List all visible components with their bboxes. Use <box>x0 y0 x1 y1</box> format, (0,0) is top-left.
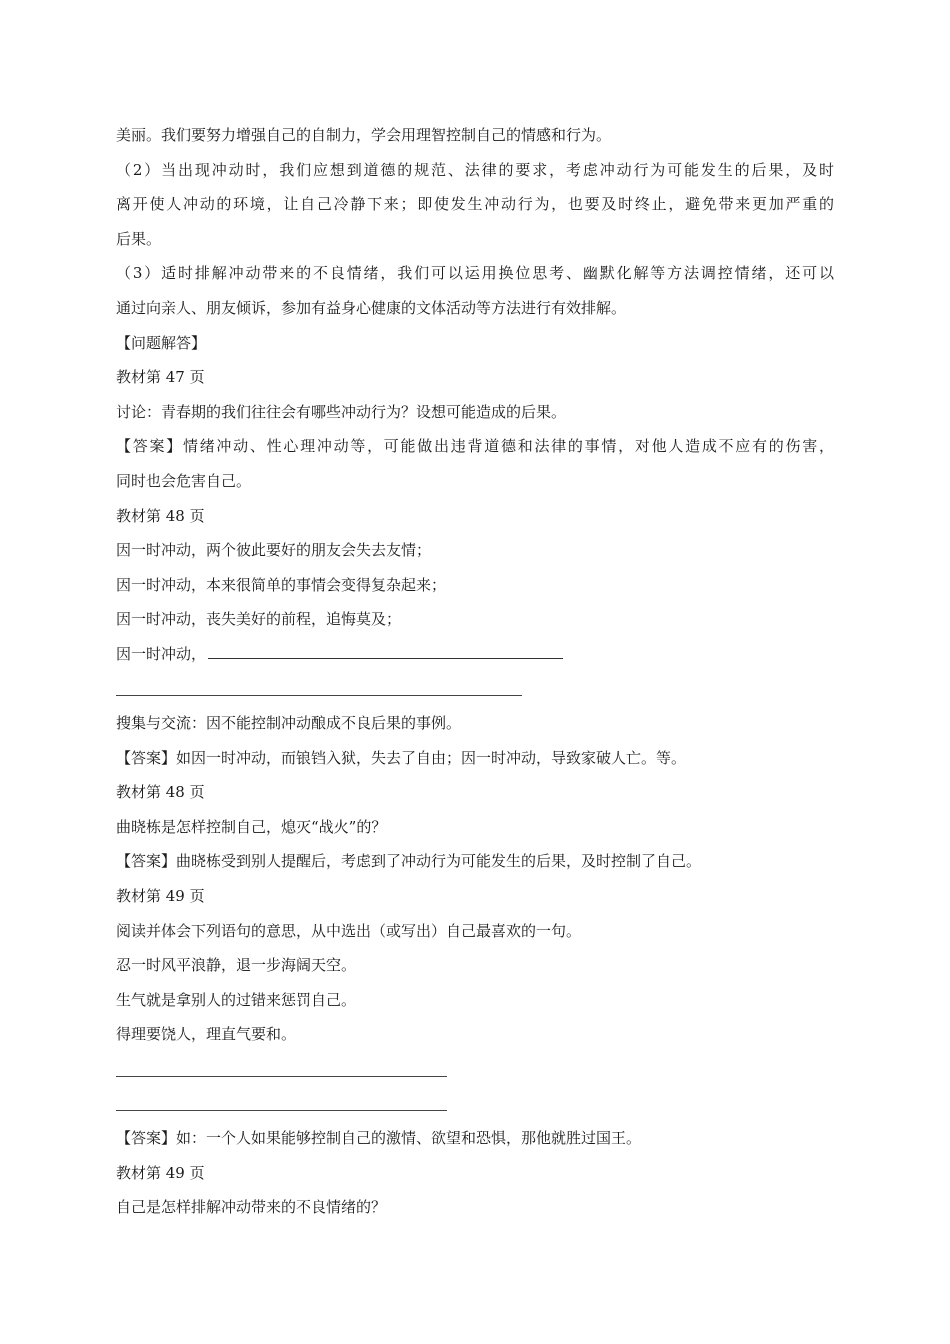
fill-in-line <box>116 637 836 672</box>
quote-line: 得理要饶人，理直气要和。 <box>116 1025 297 1044</box>
paragraph-line: （3）适时排解冲动带来的不良情绪，我们可以运用换位思考、幽默化解等方法调控情绪，还可以 <box>116 264 834 283</box>
list-item: 因一时冲动，两个彼此要好的朋友会失去友情； <box>116 541 432 560</box>
paragraph-line: 后果。 <box>116 229 162 248</box>
paragraph-line: 通过向亲人、朋友倾诉，参加有益身心健康的文体活动等方法进行有效排解。 <box>116 298 627 317</box>
answer-text: 【答案】如因一时冲动，而锒铛入狱，失去了自由；因一时冲动，导致家破人亡。等。 <box>116 748 687 767</box>
answer-blank-line <box>116 672 836 707</box>
answer-text: 【答案】情绪冲动、性心理冲动等，可能做出违背道德和法律的事情，对他人造成不应有的伤害， <box>116 437 834 456</box>
paragraph-line: 美丽。我们要努力增强自己的自制力，学会用理智控制自己的情感和行为。 <box>116 126 612 144</box>
answer-blank-line <box>116 1087 836 1122</box>
fill-in-prompt: 因一时冲动， <box>116 644 207 663</box>
fill-in-blank <box>208 640 563 659</box>
answer-text: 【答案】如：一个人如果能够控制自己的激情、欲望和恐惧，那他就胜过国王。 <box>116 1129 642 1148</box>
quote-line: 生气就是拿别人的过错来惩罚自己。 <box>116 990 357 1009</box>
question-text: 讨论：青春期的我们往往会有哪些冲动行为？设想可能造成的后果。 <box>116 402 567 421</box>
question-text: 阅读并体会下列语句的意思，从中选出（或写出）自己最喜欢的一句。 <box>116 921 582 940</box>
document-body <box>116 118 836 1225</box>
question-text: 曲晓栋是怎样控制自己，熄灭“战火”的？ <box>116 817 387 836</box>
answer-blank-line <box>116 1052 836 1087</box>
textbook-page-ref: 教材第 49 页 <box>116 1163 205 1182</box>
paragraph-line: （2）当出现冲动时，我们应想到道德的规范、法律的要求，考虑冲动行为可能发生的后果，及时 <box>116 160 834 179</box>
quote-line: 忍一时风平浪静，退一步海阔天空。 <box>116 956 357 975</box>
textbook-page-ref: 教材第 47 页 <box>116 368 205 387</box>
textbook-page-ref: 教材第 48 页 <box>116 506 205 525</box>
list-item: 因一时冲动，丧失美好的前程，追悔莫及； <box>116 610 402 629</box>
section-heading: 【问题解答】 <box>116 333 207 352</box>
list-item: 因一时冲动，本来很简单的事情会变得复杂起来； <box>116 575 447 594</box>
answer-text: 【答案】曲晓栋受到别人提醒后，考虑到了冲动行为可能发生的后果，及时控制了自己。 <box>116 852 702 871</box>
question-text: 搜集与交流：因不能控制冲动酿成不良后果的事例。 <box>116 714 462 733</box>
question-text: 自己是怎样排解冲动带来的不良情绪的？ <box>116 1198 387 1217</box>
paragraph-line: 离开使人冲动的环境，让自己冷静下来；即使发生冲动行为，也要及时终止，避免带来更加严重的 <box>116 195 834 214</box>
answer-text: 同时也会危害自己。 <box>116 471 252 490</box>
textbook-page-ref: 教材第 48 页 <box>116 783 205 802</box>
textbook-page-ref: 教材第 49 页 <box>116 887 205 906</box>
